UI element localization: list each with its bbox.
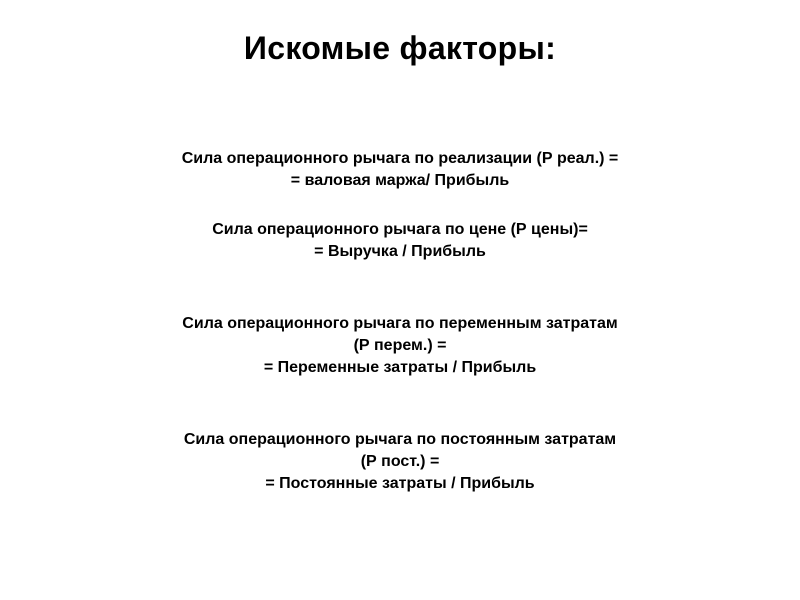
formula-line: = Переменные затраты / Прибыль <box>263 359 537 376</box>
formula-line: (Р пост.) = <box>360 453 440 470</box>
formula-fixed-costs-leverage <box>0 429 800 495</box>
formula-variable-costs-leverage <box>0 313 800 379</box>
formula-line: = Постоянные затраты / Прибыль <box>265 475 535 492</box>
formula-line: Сила операционного рычага по цене (Р цены)= <box>212 221 588 238</box>
formula-line: Сила операционного рычага по реализации (Р реал.) = <box>181 150 619 167</box>
formula-price-leverage <box>0 219 800 263</box>
formula-line: = валовая маржа/ Прибыль <box>290 172 510 189</box>
formula-line: (Р перем.) = <box>353 337 447 354</box>
formula-line: = Выручка / Прибыль <box>314 243 486 260</box>
formula-sales-leverage <box>0 148 800 192</box>
formula-line: Сила операционного рычага по постоянным затратам <box>183 431 617 448</box>
formula-line: Сила операционного рычага по переменным затратам <box>182 315 618 332</box>
slide-title: Искомые факторы: <box>243 30 557 66</box>
